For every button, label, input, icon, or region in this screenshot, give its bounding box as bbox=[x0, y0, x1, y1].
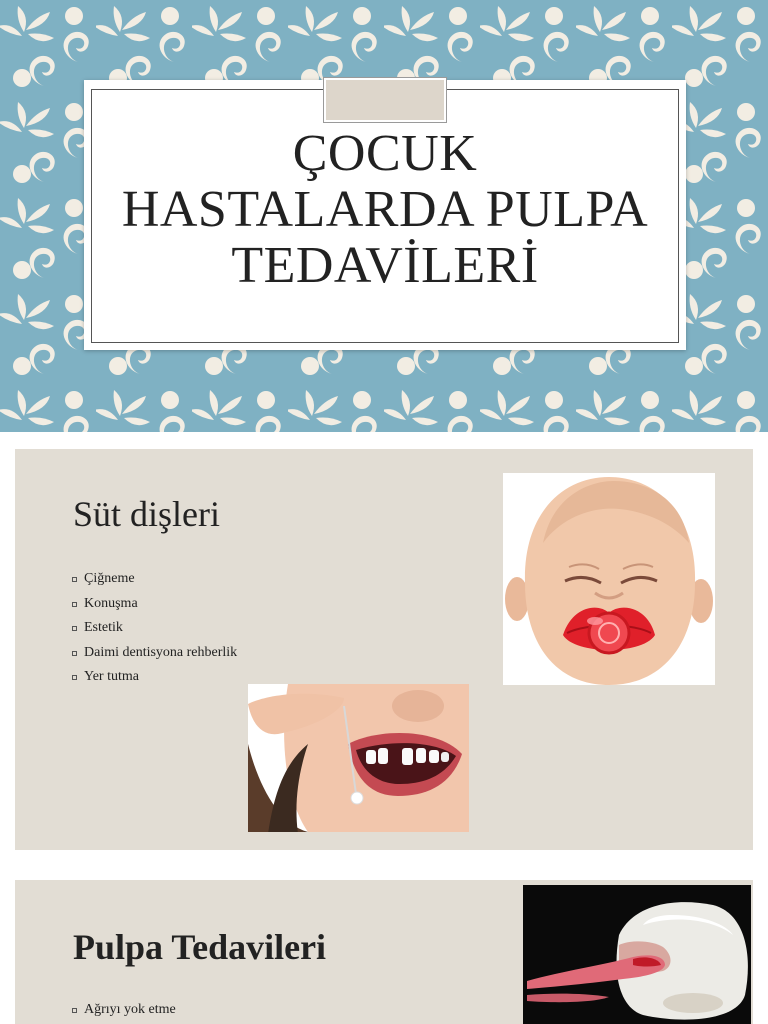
title-card-tab bbox=[324, 78, 446, 122]
extracted-tooth-photo bbox=[523, 885, 751, 1024]
title-card bbox=[84, 80, 686, 350]
list-item: Daimi dentisyona rehberlik bbox=[71, 641, 237, 666]
child-missing-tooth-photo bbox=[248, 684, 469, 832]
title-line-3: TEDAVİLERİ bbox=[231, 237, 539, 294]
slide-heading: Pulpa Tedavileri bbox=[73, 927, 327, 967]
slide-heading: Süt dişleri bbox=[73, 494, 221, 534]
list-item: Estetik bbox=[71, 616, 237, 641]
list-item: Ağrıyı yok etme bbox=[71, 998, 176, 1023]
list-item: Çiğneme bbox=[71, 567, 237, 592]
title-line-1: ÇOCUK bbox=[292, 125, 478, 182]
list-item: Konuşma bbox=[71, 592, 237, 617]
bullet-list bbox=[71, 998, 176, 1023]
crying-baby-photo bbox=[503, 473, 715, 685]
primary-teeth-slide bbox=[15, 449, 753, 850]
pulp-treatments-slide bbox=[15, 880, 753, 1024]
list-item: Yer tutma bbox=[71, 665, 237, 690]
title-line-2: HASTALARDA PULPA bbox=[121, 181, 649, 238]
slide-title bbox=[84, 126, 686, 294]
title-slide bbox=[0, 0, 768, 432]
bullet-list bbox=[71, 567, 237, 690]
